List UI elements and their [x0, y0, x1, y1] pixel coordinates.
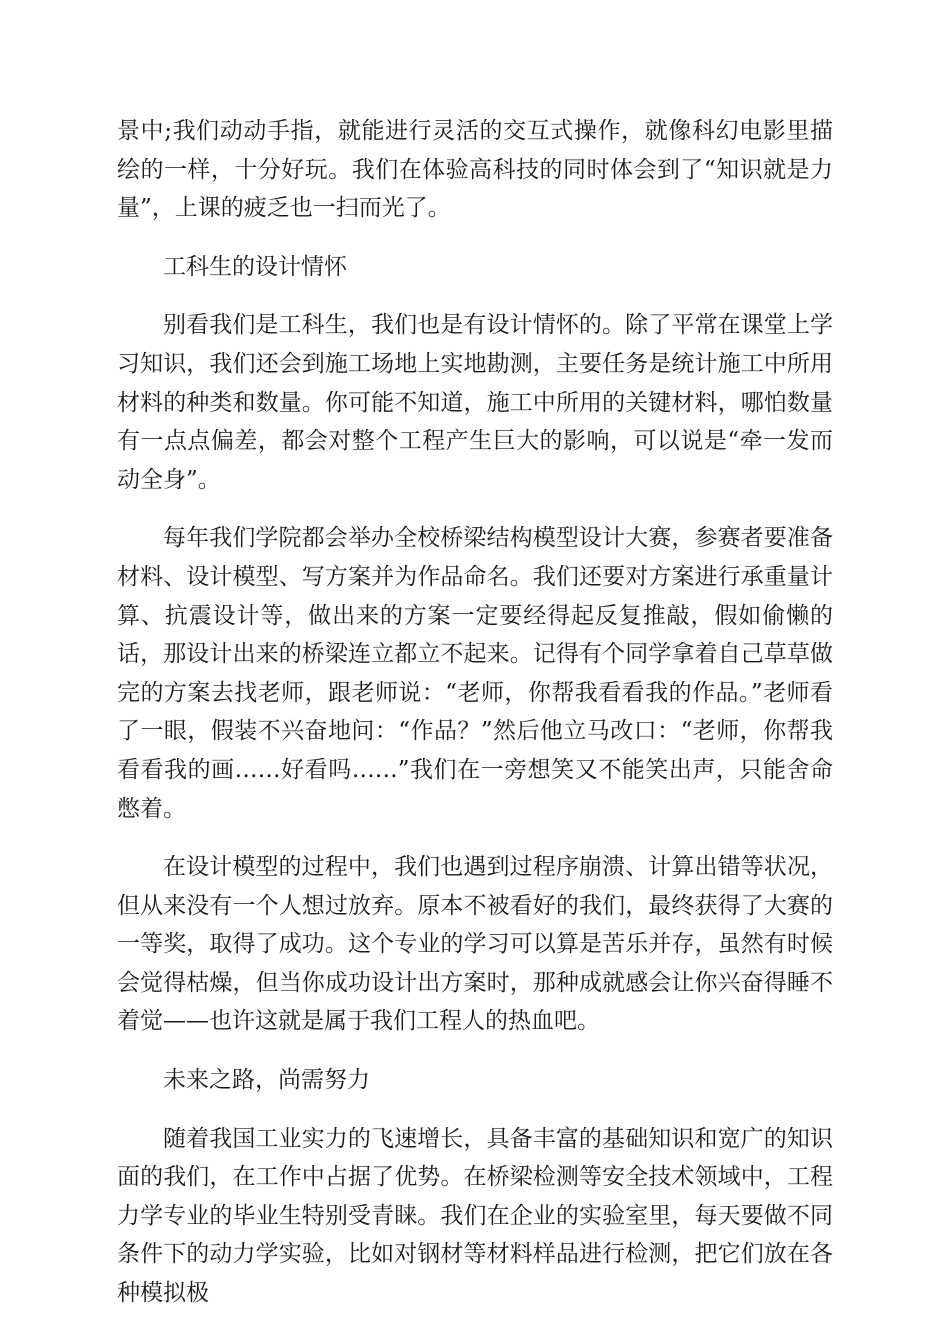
section-heading-future: 未来之路，尚需努力 [163, 1067, 370, 1094]
paragraph-design-process: 在设计模型的过程中，我们也遇到过程序崩溃、计算出错等状况，但从来没有一个人想过放弃。原本不被看好的我们，最终获得了大赛的一等奖，取得了成功。这个专业的学习可以算是苦乐并存，虽然有时候会觉得枯燥，但当你成功设计出方案时，那种成就感会让你兴奋得睡不着觉——也许这就是属于我们工程人的热血吧。 [117, 854, 833, 1035]
paragraph-future: 随着我国工业实力的飞速增长，具备丰富的基础知识和宽广的知识面的我们，在工作中占据了优势。在桥梁检测等安全技术领域中，工程力学专业的毕业生特别受青睐。我们在企业的实验室里，每天要做不同条件下的动力学实验，比如对钢材等材料样品进行检测，把它们放在各种模拟极 [117, 1125, 833, 1307]
section-heading-design: 工科生的设计情怀 [163, 253, 347, 280]
paragraph-design-intro: 别看我们是工科生，我们也是有设计情怀的。除了平常在课堂上学习知识，我们还会到施工场地上实地勘测，主要任务是统计施工中所用材料的种类和数量。你可能不知道，施工中所用的关键材料，哪怕数量有一点点偏差，都会对整个工程产生巨大的影响，可以说是“牵一发而动全身”。 [117, 312, 833, 493]
paragraph-continuation: 景中;我们动动手指，就能进行灵活的交互式操作，就像科幻电影里描绘的一样，十分好玩。我们在体验高科技的同时体会到了“知识就是力量”，上课的疲乏也一扫而光了。 [117, 118, 833, 222]
article-body [117, 112, 833, 1333]
paragraph-bridge-contest: 每年我们学院都会举办全校桥梁结构模型设计大赛，参赛者要准备材料、设计模型、写方案并为作品命名。我们还要对方案进行承重量计算、抗震设计等，做出来的方案一定要经得起反复推敲，假如偷懒的话，那设计出来的桥梁连立都立不起来。记得有个同学拿着自己草草做完的方案去找老师，跟老师说：“老师，你帮我看看我的作品。”老师看了一眼，假装不兴奋地问：“作品？”然后他立马改口：“老师，你帮我看看我的画……好看吗……”我们在一旁想笑又不能笑出声，只能舍命憋着。 [117, 525, 833, 822]
